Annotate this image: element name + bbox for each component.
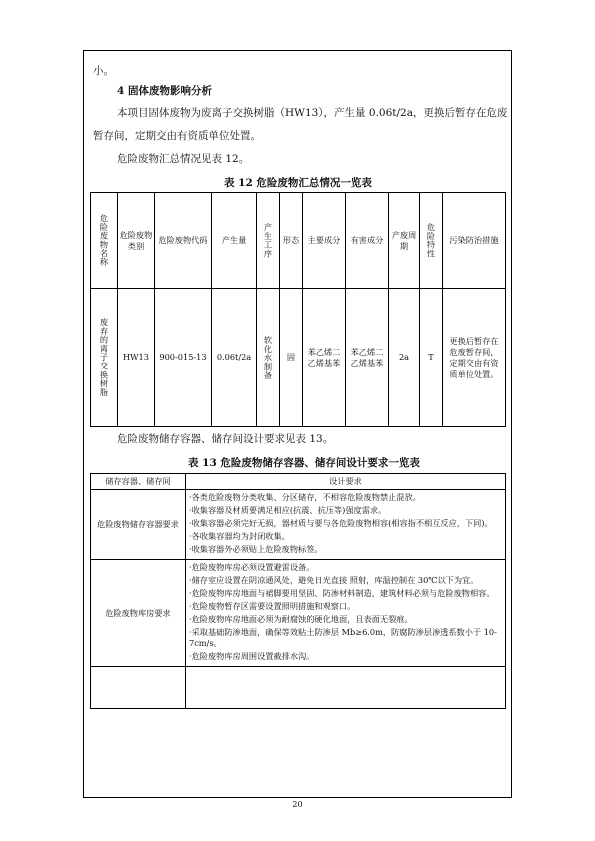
requirement-item: ·危险废物库房周围设置截排水沟。	[189, 651, 315, 661]
requirement-item: ·收集容器外必须贴上危险废物标签。	[189, 544, 323, 554]
requirement-item: ·危险废物库房必须设置避雷设备。	[189, 562, 315, 572]
table-cell: 2a	[389, 289, 420, 427]
table-header: 危险废物代码	[155, 193, 212, 289]
paragraph-line: 危险废物汇总情况见表 12。	[117, 153, 250, 165]
requirement-item: ·危险废物库房地面与裙脚要用坚固、防渗材料制造，建筑材料必须与危险废物相容。	[189, 588, 495, 598]
requirement-item: ·采取基础防渗地面，确保等效粘土防渗层 Mb≥6.0m，防腐防渗层渗透系数小于 10-7cm/s。	[189, 627, 497, 648]
paragraph-line: 本项目固体废物为废离子交换树脂（HW13），产生量 0.06t/2a，更换后暂存在危废	[117, 107, 508, 119]
table-header: 危险废物名称	[99, 214, 110, 267]
table-cell: 900-015-13	[155, 289, 212, 427]
table-header: 危险特性	[426, 223, 437, 258]
section-heading: 4 固体废物影响分析	[117, 85, 212, 97]
requirement-item: ·各类危险废物分类收集、分区储存，不相容危险废物禁止混放。	[189, 492, 421, 502]
paragraph-continuation: 小。	[93, 65, 114, 77]
table-12-title: 表 12 危险废物汇总情况一览表	[224, 177, 372, 189]
table-header: 危险废物类别	[118, 193, 155, 289]
requirement-item: ·收集容器及材质要满足相应(抗震、抗压等)强度需求。	[189, 505, 387, 515]
requirement-item: ·储存室应设置在阴凉通风处，避免日光直接 照射，库温控制在 30℃以下为宜。	[189, 575, 479, 585]
table-cell: 苯乙烯二乙烯基苯	[346, 289, 389, 427]
table-header: 储存容器、储存间	[91, 474, 186, 490]
table-header: 主要成分	[303, 193, 346, 289]
table-13-title: 表 13 危险废物储存容器、储存间设计要求一览表	[188, 457, 420, 469]
table-row	[91, 490, 506, 560]
table-header: 污染防治措施	[443, 193, 506, 289]
table-cell: 固	[280, 289, 303, 427]
table-header: 形态	[280, 193, 303, 289]
requirement-item: ·各收集容器均为封闭收集。	[189, 531, 290, 541]
table-empty-cell	[186, 667, 506, 709]
page-number: 20	[292, 800, 303, 809]
paragraph-line: 暂存间，定期交由有资质单位处置。	[93, 130, 261, 142]
table-13	[90, 473, 506, 709]
table-header: 设计要求	[186, 474, 506, 490]
table-cell: 软化水制备	[263, 335, 274, 380]
table-cell: 苯乙烯二乙烯基苯	[303, 289, 346, 427]
table-12	[90, 192, 506, 427]
table-cell: 危险废物库房要求	[91, 560, 186, 667]
table-header: 产生工序	[263, 223, 274, 258]
table-header: 有害成分	[346, 193, 389, 289]
table-header: 产废周期	[389, 193, 420, 289]
requirement-item: ·收集容器必须完好无损，器材质与要与各危险废物相容(相容指不相互反应，下同)。	[189, 518, 493, 528]
table-row	[91, 560, 506, 667]
table-header: 产生量	[212, 193, 257, 289]
table-cell: T	[420, 289, 443, 427]
table-row	[91, 289, 506, 427]
table-cell: 更换后暂存在危废暂存间，定期交由有资质单位处置。	[443, 289, 506, 427]
requirement-item: ·危险废物暂存区需要设置照明措施和观察口。	[189, 601, 356, 611]
paragraph-line: 危险废物储存容器、储存间设计要求见表 13。	[117, 433, 334, 445]
table-cell: 危险废物储存容器要求	[91, 490, 186, 560]
table-cell: 0.06t/2a	[212, 289, 257, 427]
requirement-item: ·危险废物库房地面必须为耐腐蚀的硬化地面，且表面无裂痕。	[189, 614, 413, 624]
table-cell: 废弃的离子交换树脂	[99, 318, 110, 397]
table-cell: HW13	[118, 289, 155, 427]
table-empty-cell	[91, 667, 186, 709]
